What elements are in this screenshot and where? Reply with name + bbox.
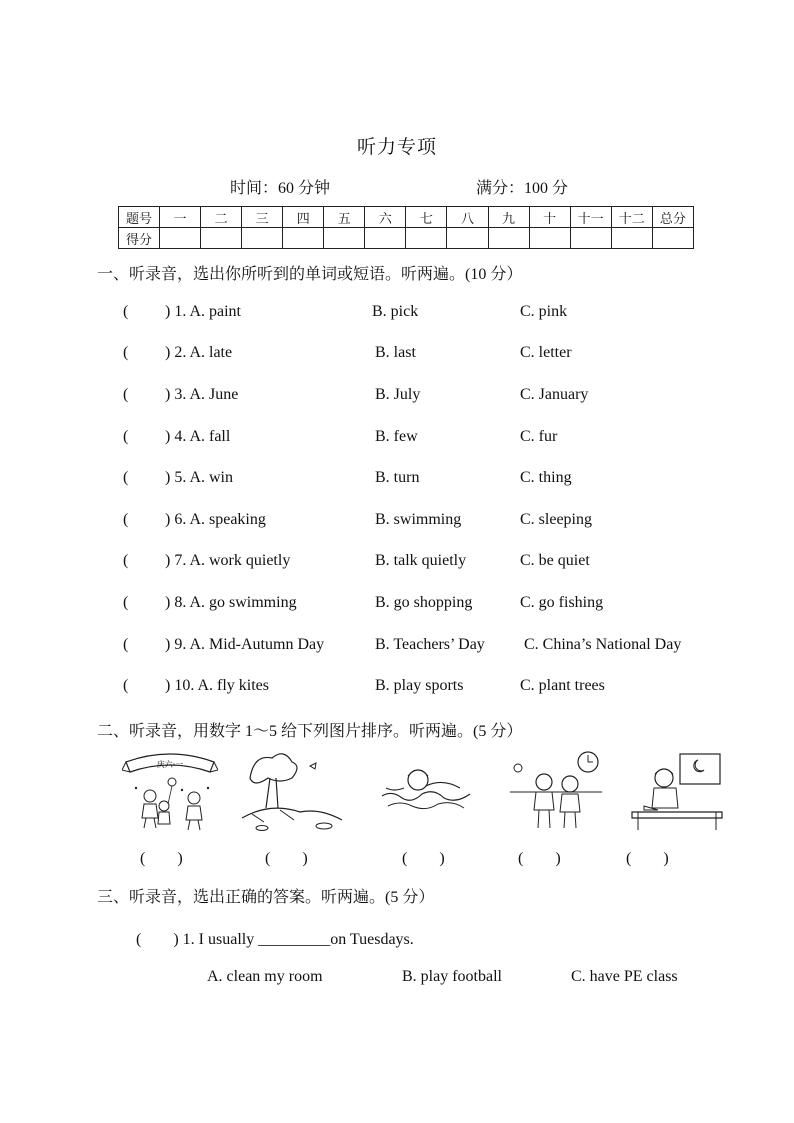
score-table <box>118 206 694 249</box>
page-title: 听力专项 <box>356 137 437 158</box>
kids-with-clock-picture <box>508 748 604 832</box>
question-row <box>0 469 794 493</box>
option-c: C. have PE class <box>571 968 678 985</box>
score-table-col: 九 <box>488 207 529 228</box>
option-b: B. July <box>375 386 421 403</box>
section-3-heading: 三、听录音，选出正确的答案。听两遍。(5 分） <box>97 889 435 906</box>
childrens-day-picture <box>122 748 218 832</box>
score-cell <box>201 228 242 249</box>
question-row <box>0 428 794 452</box>
score-cell <box>447 228 488 249</box>
option-a: ) 8. A. go swimming <box>165 594 297 611</box>
picture-answer-paren: ( ) <box>402 850 445 867</box>
answer-paren: ( <box>123 428 129 445</box>
answer-paren: ( <box>123 511 129 528</box>
answer-paren: ( <box>123 677 129 694</box>
picture-answer-paren: ( ) <box>265 850 308 867</box>
option-a: ) 4. A. fall <box>165 428 231 445</box>
score-table-header-row <box>119 207 694 228</box>
section-2-heading: 二、听录音，用数字 1～5 给下列图片排序。听两遍。(5 分） <box>97 723 523 740</box>
option-a: ) 2. A. late <box>165 344 233 361</box>
answer-paren: ( <box>123 636 129 653</box>
score-table-col: 十一 <box>570 207 611 228</box>
picture-answer-paren: ( ) <box>626 850 669 867</box>
question-row <box>0 344 794 368</box>
answer-paren: ( <box>123 303 129 320</box>
option-c: C. plant trees <box>520 677 605 694</box>
answer-paren: ( <box>123 594 129 611</box>
score-cell <box>652 228 693 249</box>
swimming-picture <box>378 748 474 832</box>
score-cell <box>529 228 570 249</box>
banner-label: 庆六·一 <box>156 760 184 769</box>
option-a: ) 1. A. paint <box>165 303 241 320</box>
score-cell <box>365 228 406 249</box>
option-a: ) 6. A. speaking <box>165 511 266 528</box>
question-row <box>0 552 794 576</box>
score-table-col: 一 <box>160 207 201 228</box>
autumn-tree-picture <box>240 748 344 832</box>
option-b: B. talk quietly <box>375 552 467 569</box>
score-table-col: 七 <box>406 207 447 228</box>
section-3-question: ( ) 1. I usually _________on Tuesdays. <box>136 931 414 948</box>
option-b: B. play football <box>402 968 502 985</box>
studying-at-night-picture <box>628 748 726 832</box>
option-c: C. pink <box>520 303 568 320</box>
score-table-col: 三 <box>242 207 283 228</box>
option-a: ) 10. A. fly kites <box>165 677 269 694</box>
score-cell <box>160 228 201 249</box>
option-b: B. play sports <box>375 677 464 694</box>
option-c: C. thing <box>520 469 572 486</box>
score-table-col: 二 <box>201 207 242 228</box>
option-c: C. go fishing <box>520 594 604 611</box>
option-a: A. clean my room <box>207 968 323 985</box>
option-b: B. last <box>375 344 416 361</box>
option-c: C. sleeping <box>520 511 592 528</box>
question-row <box>0 677 794 701</box>
score-table-score-label: 得分 <box>119 228 160 249</box>
full-score: 满分：100 分 <box>476 180 569 197</box>
answer-paren: ( <box>123 552 129 569</box>
score-table-col: 十二 <box>611 207 652 228</box>
option-c: C. fur <box>520 428 558 445</box>
score-cell <box>488 228 529 249</box>
option-b: B. swimming <box>375 511 462 528</box>
question-row <box>0 594 794 618</box>
option-a: ) 3. A. June <box>165 386 239 403</box>
option-b: B. pick <box>372 303 419 320</box>
score-cell <box>242 228 283 249</box>
answer-paren: ( <box>123 344 129 361</box>
question-row <box>0 636 794 660</box>
option-b: B. turn <box>375 469 420 486</box>
option-c: C. be quiet <box>520 552 590 569</box>
option-c: C. letter <box>520 344 572 361</box>
question-row <box>0 386 794 410</box>
score-cell <box>283 228 324 249</box>
time-limit: 时间：60 分钟 <box>230 180 331 197</box>
answer-paren: ( <box>123 386 129 403</box>
option-c: C. January <box>520 386 589 403</box>
score-cell <box>570 228 611 249</box>
option-c: C. China’s National Day <box>524 636 682 653</box>
option-a: ) 5. A. win <box>165 469 233 486</box>
score-table-col: 四 <box>283 207 324 228</box>
score-table-col: 十 <box>529 207 570 228</box>
score-cell <box>324 228 365 249</box>
score-table-col: 总分 <box>652 207 693 228</box>
picture-answer-paren: ( ) <box>518 850 561 867</box>
score-table-col: 六 <box>365 207 406 228</box>
answer-paren: ( <box>123 469 129 486</box>
option-a: ) 9. A. Mid-Autumn Day <box>165 636 325 653</box>
score-cell <box>611 228 652 249</box>
question-row <box>0 303 794 327</box>
section-1-heading: 一、听录音，选出你所听到的单词或短语。听两遍。(10 分） <box>97 266 523 283</box>
picture-answer-paren: ( ) <box>140 850 183 867</box>
option-a: ) 7. A. work quietly <box>165 552 291 569</box>
score-table-score-row <box>119 228 694 249</box>
option-b: B. Teachers’ Day <box>375 636 485 653</box>
option-b: B. few <box>375 428 418 445</box>
score-table-head-label: 题号 <box>119 207 160 228</box>
option-b: B. go shopping <box>375 594 473 611</box>
question-row <box>0 511 794 535</box>
score-table-col: 五 <box>324 207 365 228</box>
score-cell <box>406 228 447 249</box>
score-table-col: 八 <box>447 207 488 228</box>
